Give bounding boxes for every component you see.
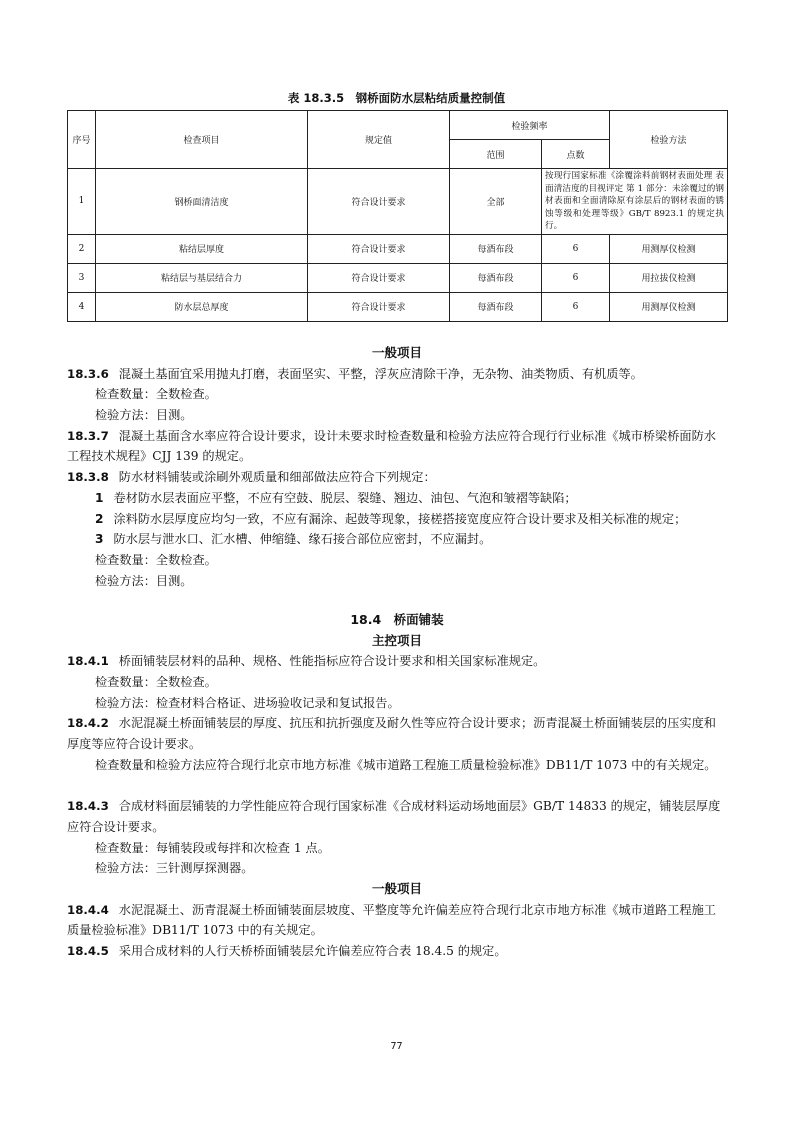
clause-number: 18.4.2 bbox=[67, 716, 109, 731]
table-row bbox=[68, 263, 728, 292]
check-quantity: 检查数量：全数检查。 bbox=[95, 675, 217, 690]
cell-range: 每酒布段 bbox=[450, 234, 542, 263]
clause-18-4-4 bbox=[67, 900, 727, 941]
clause-18-3-8 bbox=[67, 467, 727, 488]
clause-text: 采用合成材料的人行天桥桥面铺装层允许偏差应符合表 18.4.5 的规定。 bbox=[118, 944, 507, 959]
clause-text: 水泥混凝土桥面铺装层的厚度、抗压和抗折强度及耐久性等应符合设计要求；沥青混凝土桥面铺装层的压实度和厚度等应符合设计要求。 bbox=[67, 716, 716, 752]
check-method: 检验方法：检查材料合格证、进场验收记录和复试报告。 bbox=[95, 695, 400, 710]
cell-points: 6 bbox=[542, 263, 610, 292]
cell-range: 全部 bbox=[450, 169, 542, 235]
cell-item: 防水层总厚度 bbox=[96, 292, 308, 321]
clause-18-4-1 bbox=[67, 651, 727, 672]
quality-control-table bbox=[67, 110, 728, 322]
section-heading: 一般项目 bbox=[371, 881, 422, 896]
clause-number: 18.4.3 bbox=[67, 799, 109, 814]
cell-item: 粘结层与基层结合力 bbox=[96, 263, 308, 292]
table-title: 表 18.3.5 钢桥面防水层粘结质量控制值 bbox=[287, 91, 506, 105]
header-seq: 序号 bbox=[68, 111, 96, 169]
cell-method: 按现行国家标准《涂覆涂料前钢材表面处理 表面清洁度的目视评定 第 1 部分：未涂覆过的钢材表面和全面清除原有涂层后的钢材表面的锈蚀等级和处理等级》GB/T 8923.1 的规定执行。 bbox=[542, 169, 728, 235]
cell-seq: 3 bbox=[68, 263, 96, 292]
section-title: 18.4 桥面铺装 bbox=[350, 612, 444, 627]
list-item-number: 2 bbox=[95, 511, 104, 526]
cell-points: 6 bbox=[542, 292, 610, 321]
check-quantity: 检查数量：每铺装段或每拌和次检查 1 点。 bbox=[95, 840, 330, 855]
cell-spec: 符合设计要求 bbox=[308, 234, 450, 263]
check-method: 检验方法：三针测厚探测器。 bbox=[95, 861, 254, 876]
clause-number: 18.4.4 bbox=[67, 902, 109, 917]
section-deck-paving bbox=[67, 610, 727, 962]
cell-seq: 1 bbox=[68, 169, 96, 235]
clause-18-4-5 bbox=[67, 941, 727, 962]
cell-item: 钢桥面清洁度 bbox=[96, 169, 308, 235]
clause-18-3-6 bbox=[67, 364, 727, 385]
cell-seq: 2 bbox=[68, 234, 96, 263]
list-item-number: 3 bbox=[95, 532, 104, 547]
table-header-row bbox=[68, 111, 728, 140]
list-item bbox=[67, 529, 727, 550]
cell-method: 用测厚仪检测 bbox=[610, 292, 728, 321]
clause-text: 混凝土基面宜采用抛丸打磨，表面坚实、平整，浮灰应清除干净，无杂物、油类物质、有机质等。 bbox=[118, 366, 643, 381]
cell-spec: 符合设计要求 bbox=[308, 169, 450, 235]
clause-number: 18.3.6 bbox=[67, 366, 109, 381]
check-method: 检验方法：目测。 bbox=[95, 573, 193, 588]
clause-18-4-2 bbox=[67, 713, 727, 754]
header-frequency: 检验频率 bbox=[450, 111, 610, 140]
header-points: 点数 bbox=[542, 140, 610, 169]
clause-text: 防水材料铺装或涂刷外观质量和细部做法应符合下列规定： bbox=[118, 470, 436, 485]
header-range: 范围 bbox=[450, 140, 542, 169]
cell-spec: 符合设计要求 bbox=[308, 292, 450, 321]
section-general-items bbox=[67, 343, 727, 591]
cell-seq: 4 bbox=[68, 292, 96, 321]
check-method: 检验方法：目测。 bbox=[95, 408, 193, 423]
list-item-text: 卷材防水层表面应平整，不应有空鼓、脱层、裂缝、翘边、油包、气泡和皱褶等缺陷； bbox=[113, 490, 577, 505]
table-row bbox=[68, 169, 728, 235]
clause-note: 检查数量和检验方法应符合现行北京市地方标准《城市道路工程施工质量检验标准》DB11/T 1073 中的有关规定。 bbox=[95, 757, 717, 772]
table-row bbox=[68, 234, 728, 263]
list-item bbox=[67, 509, 727, 530]
cell-range: 每酒布段 bbox=[450, 292, 542, 321]
table-row bbox=[68, 292, 728, 321]
list-item-text: 涂料防水层厚度应均匀一致，不应有漏涂、起鼓等现象，接槎搭接宽度应符合设计要求及相关标准的规定； bbox=[113, 511, 687, 526]
clause-number: 18.4.5 bbox=[67, 944, 109, 959]
header-item: 检查项目 bbox=[96, 111, 308, 169]
check-quantity: 检查数量：全数检查。 bbox=[95, 552, 217, 567]
list-item-number: 1 bbox=[95, 490, 104, 505]
clause-18-3-7 bbox=[67, 426, 727, 467]
clause-text: 合成材料面层铺装的力学性能应符合现行国家标准《合成材料运动场地面层》GB/T 14833 的规定，铺装层厚度应符合设计要求。 bbox=[67, 799, 721, 834]
header-spec: 规定值 bbox=[308, 111, 450, 169]
clause-number: 18.3.8 bbox=[67, 470, 109, 485]
cell-method: 用测厚仪检测 bbox=[610, 234, 728, 263]
clause-18-4-3 bbox=[67, 796, 727, 837]
cell-range: 每酒布段 bbox=[450, 263, 542, 292]
clause-text: 水泥混凝土、沥青混凝土桥面铺装面层坡度、平整度等允许偏差应符合现行北京市地方标准《城市道路工程施工质量检验标准》DB11/T 1073 中的有关规定。 bbox=[67, 902, 716, 938]
clause-number: 18.3.7 bbox=[67, 428, 109, 443]
list-item-text: 防水层与泄水口、汇水槽、伸缩缝、缘石接合部位应密封，不应漏封。 bbox=[113, 532, 492, 547]
cell-points: 6 bbox=[542, 234, 610, 263]
list-item bbox=[67, 488, 727, 509]
cell-method: 用拉拔仪检测 bbox=[610, 263, 728, 292]
section-heading: 一般项目 bbox=[371, 345, 422, 360]
clause-text: 桥面铺装层材料的品种、规格、性能指标应符合设计要求和相关国家标准规定。 bbox=[118, 654, 546, 669]
cell-item: 粘结层厚度 bbox=[96, 234, 308, 263]
clause-text: 混凝土基面含水率应符合设计要求，设计未要求时检查数量和检验方法应符合现行行业标准《城市桥梁桥面防水工程技术规程》CJJ 139 的规定。 bbox=[67, 428, 716, 464]
section-heading: 主控项目 bbox=[371, 632, 422, 648]
page-number: 77 bbox=[390, 1041, 403, 1052]
header-method: 检验方法 bbox=[610, 111, 728, 169]
cell-spec: 符合设计要求 bbox=[308, 263, 450, 292]
clause-number: 18.4.1 bbox=[67, 654, 109, 669]
check-quantity: 检查数量：全数检查。 bbox=[95, 387, 217, 402]
